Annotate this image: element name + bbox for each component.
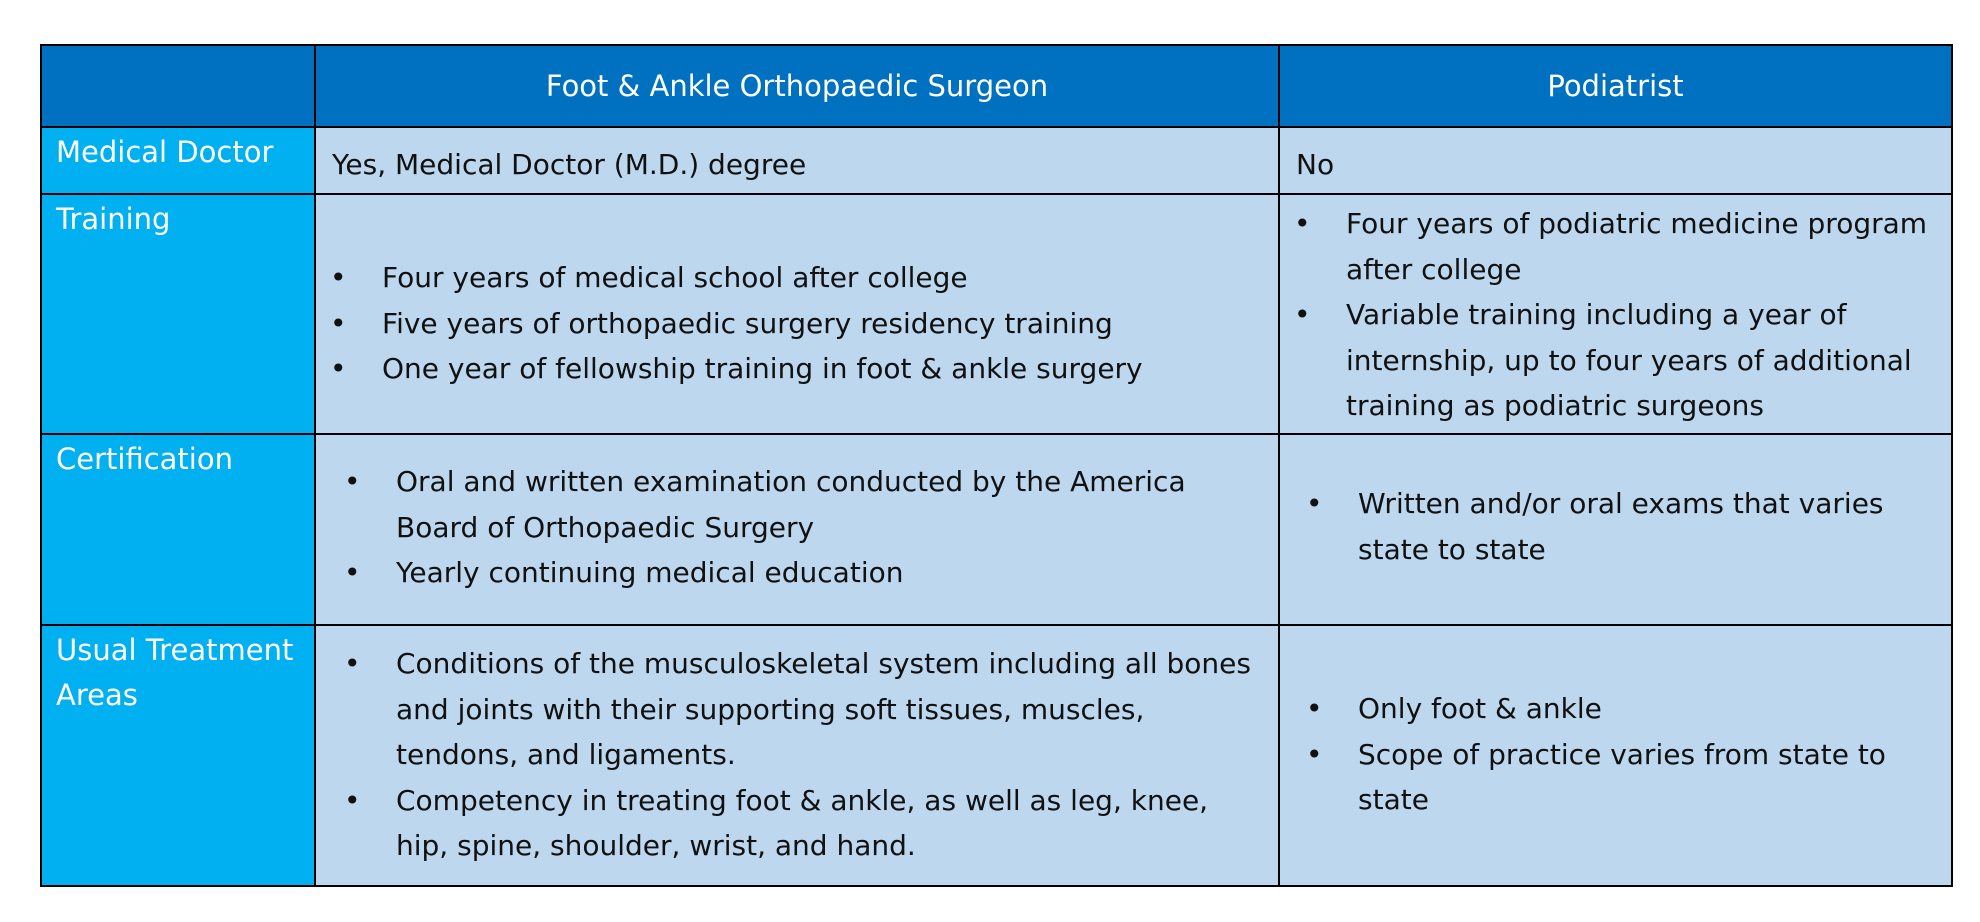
list-item: • Five years of orthopaedic surgery residency training [382,301,1266,347]
row-label-usual-treatment-areas: Usual Treatment Areas [41,625,315,886]
cell-podiatrist-certification [1279,434,1952,625]
list-item: • Variable training including a year of internship, up to four years of additional training as podiatric surgeons [1346,292,1939,429]
comparison-table [40,44,1953,887]
cell-surgeon-treatment-areas [315,625,1279,886]
cell-text: No [1296,148,1335,181]
header-podiatrist: Podiatrist [1279,45,1952,127]
list-item: • Yearly continuing medical education [396,550,1266,596]
list-item: • Competency in treating foot & ankle, as well as leg, knee, hip, spine, shoulder, wrist, and hand. [396,778,1266,869]
bullet-list [1358,686,1939,823]
bullet-list [382,255,1266,392]
list-item: • One year of fellowship training in foot & ankle surgery [382,346,1266,392]
list-item: • Oral and written examination conducted by the America Board of Orthopaedic Surgery [396,459,1266,550]
cell-surgeon-training [315,194,1279,434]
bullet-list [1358,481,1939,572]
cell-surgeon-certification [315,434,1279,625]
table-row [41,625,1952,886]
bullet-list [396,459,1266,596]
cell-podiatrist-medical-doctor [1279,127,1952,194]
cell-text: Yes, Medical Doctor (M.D.) degree [332,148,807,181]
table-row [41,127,1952,194]
table-header-row [41,45,1952,127]
list-item: • Four years of medical school after college [382,255,1266,301]
bullet-list [396,641,1266,869]
row-label-training: Training [41,194,315,434]
table-row [41,434,1952,625]
row-label-medical-doctor: Medical Doctor [41,127,315,194]
list-item: • Conditions of the musculoskeletal system including all bones and joints with their supporting soft tissues, muscles, tendons, and ligaments. [396,641,1266,778]
cell-surgeon-medical-doctor [315,127,1279,194]
row-label-certification: Certification [41,434,315,625]
table-row [41,194,1952,434]
header-orthopaedic-surgeon: Foot & Ankle Orthopaedic Surgeon [315,45,1279,127]
list-item: • Written and/or oral exams that varies state to state [1358,481,1939,572]
header-empty-cell [41,45,315,127]
list-item: • Scope of practice varies from state to state [1358,732,1939,823]
list-item: • Only foot & ankle [1358,686,1939,732]
cell-podiatrist-training [1279,194,1952,434]
cell-podiatrist-treatment-areas [1279,625,1952,886]
bullet-list [1346,201,1939,429]
list-item: • Four years of podiatric medicine program after college [1346,201,1939,292]
